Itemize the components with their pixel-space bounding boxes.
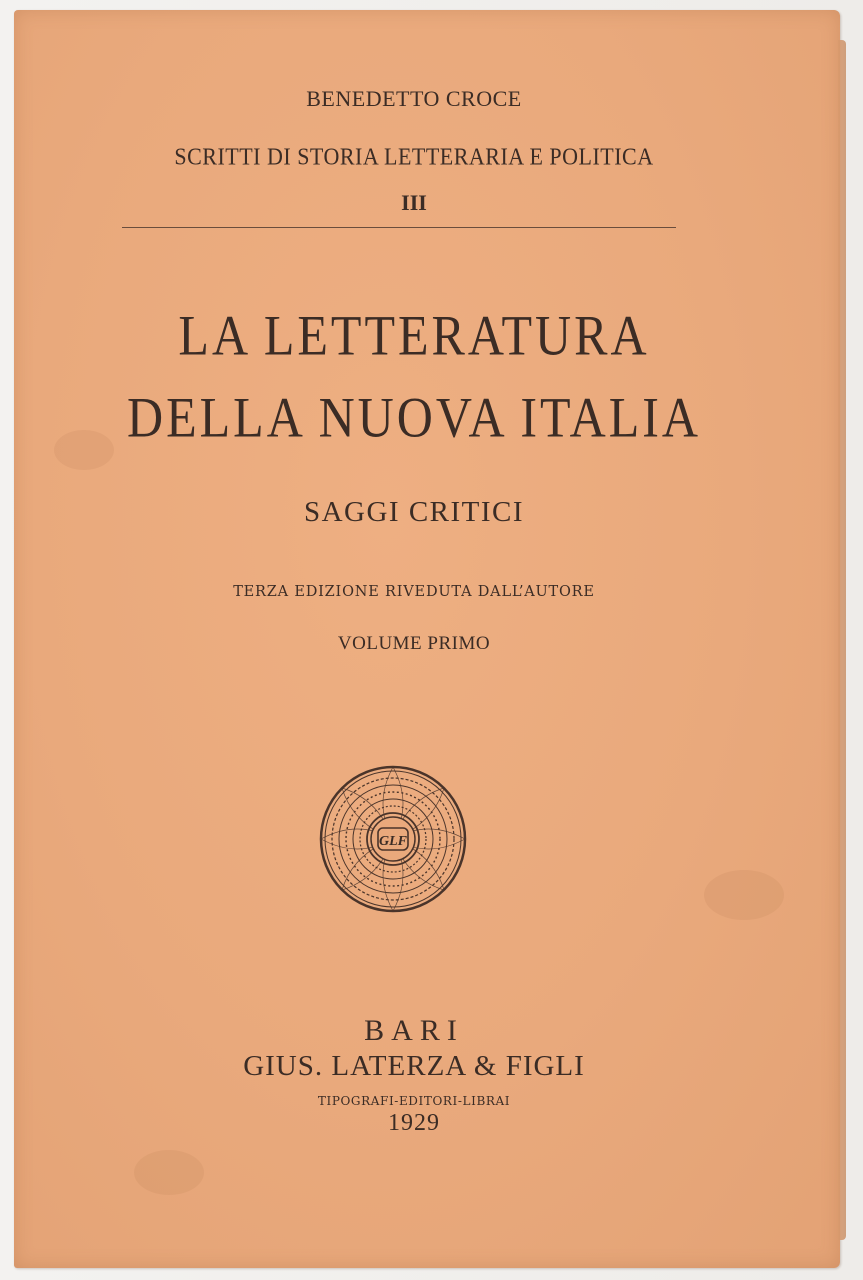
publication-city: BARI	[364, 1014, 464, 1047]
author-name: BENEDETTO CROCE	[306, 86, 522, 111]
publication-year: 1929	[388, 1110, 440, 1136]
volume-label: VOLUME PRIMO	[337, 633, 491, 654]
edition-note: TERZA EDIZIONE RIVEDUTA DALL’AUTORE	[233, 584, 595, 600]
emblem-monogram: GLF	[379, 834, 407, 849]
cover-page-edge	[838, 40, 846, 1240]
book-cover	[14, 10, 840, 1268]
divider-rule	[122, 227, 676, 228]
series-number: III	[401, 190, 427, 215]
foxing-spot	[134, 1150, 204, 1195]
book-subtitle: SAGGI CRITICI	[303, 496, 525, 528]
publisher-name: GIUS. LATERZA & FIGLI	[243, 1050, 585, 1082]
book-title-line-2: DELLA NUOVA ITALIA	[126, 384, 702, 450]
book-title-line-1: LA LETTERATURA	[178, 302, 650, 368]
publisher-trade: TIPOGRAFI-EDITORI-LIBRAI	[317, 1094, 511, 1108]
series-title: SCRITTI DI STORIA LETTERARIA E POLITICA	[174, 142, 654, 170]
foxing-spot	[704, 870, 784, 920]
publisher-emblem-icon	[318, 764, 468, 914]
